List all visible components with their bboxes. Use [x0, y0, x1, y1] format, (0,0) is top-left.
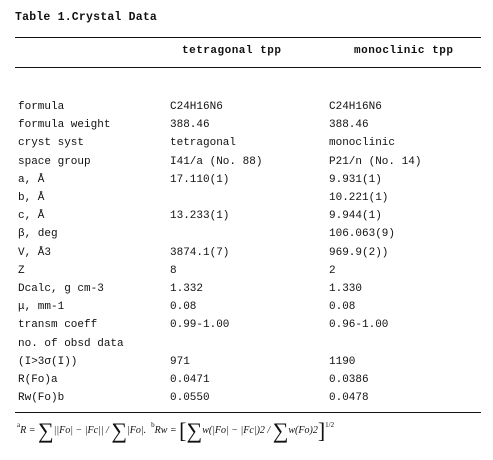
col-header-monoclinic: monoclinic tpp — [354, 45, 454, 57]
sum-icon: ∑ — [111, 418, 128, 443]
col-header-tetragonal: tetragonal tpp — [182, 45, 282, 57]
monoclinic-value: 0.0478 — [329, 392, 369, 404]
row-label: μ, mm-1 — [18, 301, 65, 313]
footnote-a-lhs: R = — [20, 425, 38, 436]
monoclinic-value: monoclinic — [329, 137, 396, 149]
bottom-rule — [15, 412, 481, 413]
tetragonal-value: 0.0550 — [170, 392, 210, 404]
table-row — [0, 174, 493, 191]
row-label: c, Å — [18, 210, 45, 222]
monoclinic-value: 0.0386 — [329, 374, 369, 386]
top-rule — [15, 37, 481, 38]
row-label: (I>3σ(I)) — [18, 356, 78, 368]
left-bracket-icon: [ — [179, 418, 187, 443]
tetragonal-value: 8 — [170, 265, 177, 277]
footnote-a-mark: a — [17, 421, 21, 429]
tetragonal-value: 971 — [170, 356, 190, 368]
row-label: Dcalc, g cm-3 — [18, 283, 104, 295]
footnote-b-expr: w(|Fo| − |Fc|)2 / — [202, 425, 273, 436]
table-row — [0, 338, 493, 355]
table-row — [0, 301, 493, 318]
table-row — [0, 119, 493, 136]
row-label: formula weight — [18, 119, 111, 131]
monoclinic-value: 0.08 — [329, 301, 356, 313]
monoclinic-value: 9.944(1) — [329, 210, 382, 222]
tetragonal-value: tetragonal — [170, 137, 237, 149]
row-label: b, Å — [18, 192, 45, 204]
row-label: Rw(Fo)b — [18, 392, 65, 404]
table-row — [0, 374, 493, 391]
table-row — [0, 156, 493, 173]
table-row — [0, 247, 493, 264]
tetragonal-value: 1.332 — [170, 283, 204, 295]
row-label: no. of obsd data — [18, 338, 124, 350]
table-row — [0, 137, 493, 154]
row-label: formula — [18, 101, 65, 113]
table-row — [0, 101, 493, 118]
tetragonal-value: 17.110(1) — [170, 174, 230, 186]
tetragonal-value: 388.46 — [170, 119, 210, 131]
footnote-b-expr2: w(Fo)2 — [288, 425, 318, 436]
monoclinic-value: P21/n (No. 14) — [329, 156, 422, 168]
monoclinic-value: 2 — [329, 265, 336, 277]
row-label: V, Å3 — [18, 247, 52, 259]
tetragonal-value: 13.233(1) — [170, 210, 230, 222]
monoclinic-value: 1.330 — [329, 283, 363, 295]
monoclinic-value: 969.9(2)) — [329, 247, 389, 259]
tetragonal-value: 0.0471 — [170, 374, 210, 386]
row-label: Z — [18, 265, 25, 277]
sum-icon: ∑ — [272, 418, 289, 443]
footnote-a-expr2: |Fo|. — [127, 425, 147, 436]
row-label: β, deg — [18, 228, 58, 240]
header-rule — [15, 67, 481, 68]
row-label: transm coeff — [18, 319, 98, 331]
table-row — [0, 228, 493, 245]
table-row — [0, 319, 493, 336]
row-label: space group — [18, 156, 91, 168]
tetragonal-value: 0.99-1.00 — [170, 319, 230, 331]
monoclinic-value: C24H16N6 — [329, 101, 382, 113]
row-label: R(Fo)a — [18, 374, 58, 386]
monoclinic-value: 388.46 — [329, 119, 369, 131]
monoclinic-value: 10.221(1) — [329, 192, 389, 204]
footnote-b-lhs: Rw = — [154, 425, 180, 436]
footnote-b-mark: b — [151, 421, 155, 429]
monoclinic-value: 106.063(9) — [329, 228, 396, 240]
table-row — [0, 192, 493, 209]
table-row — [0, 265, 493, 282]
monoclinic-value: 9.931(1) — [329, 174, 382, 186]
tetragonal-value: I41/a (No. 88) — [170, 156, 263, 168]
footnote-b-exp: 1/2 — [325, 421, 335, 429]
table-row — [0, 392, 493, 409]
table-row — [0, 283, 493, 300]
tetragonal-value: 3874.1(7) — [170, 247, 230, 259]
table-title: Table 1.Crystal Data — [15, 11, 158, 24]
row-label: cryst syst — [18, 137, 85, 149]
table-row — [0, 210, 493, 227]
tetragonal-value: C24H16N6 — [170, 101, 223, 113]
footnote-a-expr: ||Fo| − |Fc|| / — [53, 425, 112, 436]
table-row — [0, 356, 493, 373]
sum-icon: ∑ — [186, 418, 203, 443]
tetragonal-value: 0.08 — [170, 301, 197, 313]
footnotes — [17, 418, 334, 444]
sum-icon: ∑ — [37, 418, 54, 443]
monoclinic-value: 1190 — [329, 356, 356, 368]
right-bracket-icon: ] — [317, 418, 326, 443]
row-label: a, Å — [18, 174, 45, 186]
monoclinic-value: 0.96-1.00 — [329, 319, 389, 331]
